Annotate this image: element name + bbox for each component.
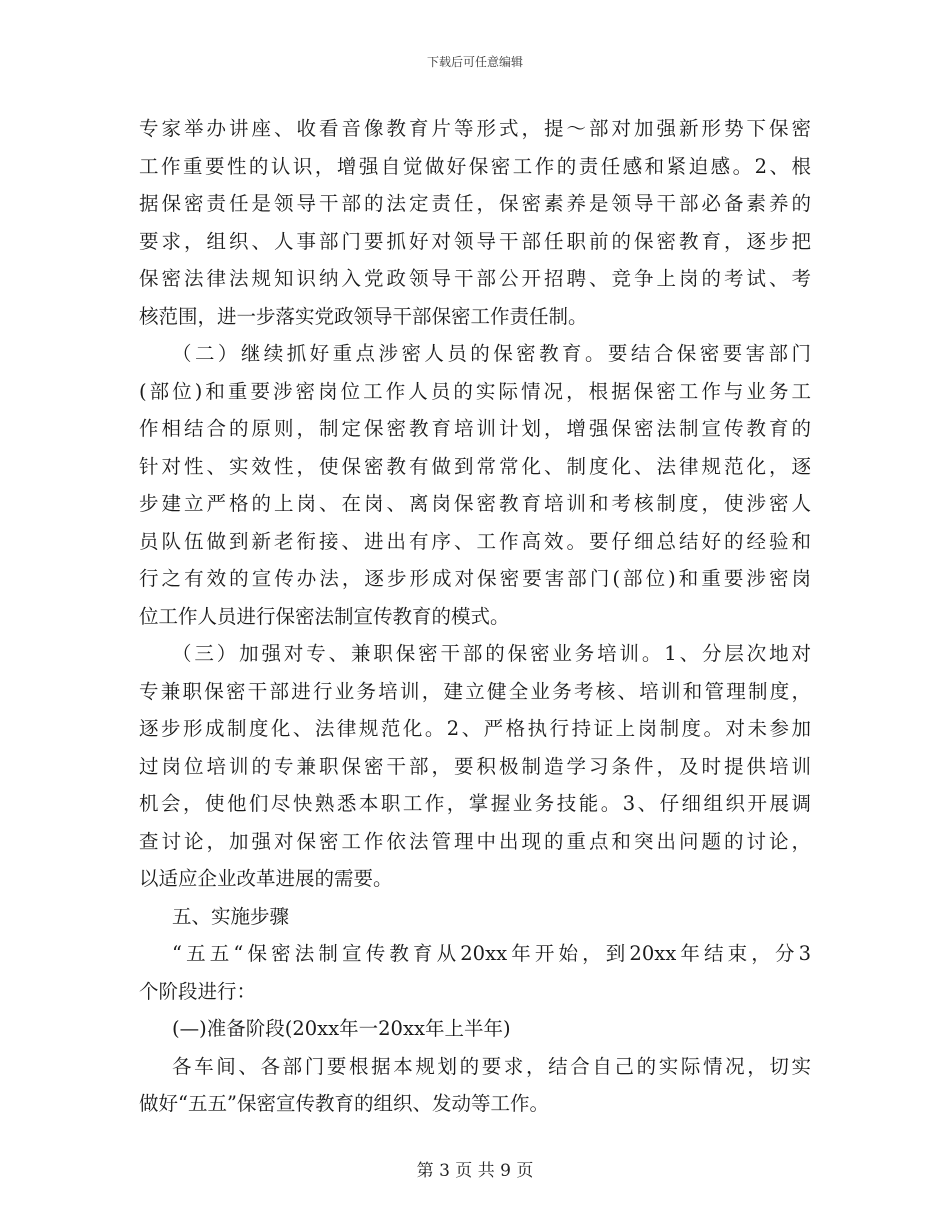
paragraph-start-line: （二）继续抓好重点涉密人员的保密教育。要结合保密要害部门 — [172, 342, 811, 365]
text-line: 核范围，进一步落实党政领导干部保密工作责任制。 — [139, 304, 588, 328]
text-line: (部位)和重要涉密岗位工作人员的实际情况，根据保密工作与业务工 — [139, 379, 811, 403]
text-line: 逐步形成制度化、法律规范化。2、严格执行持证上岗制度。对未参加 — [139, 717, 811, 740]
text-line: 做好“五五”保密宣传教育的组织、发动等工作。 — [139, 1092, 549, 1115]
text-line: 针对性、实效性，使保密教有做到常常化、制度化、法律规范化，逐 — [139, 454, 811, 478]
section-heading: 五、实施步骤 — [172, 904, 290, 928]
text-line: 过岗位培训的专兼职保密干部，要积极制造学习条件，及时提供培训 — [139, 754, 811, 778]
paragraph-start-line: “五五“保密法制宣传教育从20xx年开始，到20xx年结束，分3 — [172, 942, 811, 965]
paragraph-start-line: （三）加强对专、兼职保密干部的保密业务培训。1、分层次地对 — [172, 642, 811, 665]
text-line: 保密法律法规知识纳入党政领导干部公开招聘、竞争上岗的考试、考 — [139, 267, 811, 290]
paragraph-start-line: 各车间、各部门要根据本规划的要求，结合自己的实际情况，切实 — [172, 1054, 811, 1078]
text-line: 个阶段进行： — [139, 979, 257, 1003]
subsection-heading: (—)准备阶段(20xx年一20xx年上半年) — [172, 1017, 511, 1040]
page-header-note: 下载后可任意编辑 — [426, 55, 523, 69]
text-line: 作相结合的原则，制定保密教育培训计划，增强保密法制宣传教育的 — [139, 417, 811, 440]
text-line: 机会，使他们尽快熟悉本职工作，掌握业务技能。3、仔细组织开展调 — [139, 792, 811, 815]
text-line: 员队伍做到新老衔接、进出有序、工作高效。要仔细总结好的经验和 — [139, 529, 811, 553]
text-line: 专家举办讲座、收看音像教育片等形式，提～部对加强新形势下保密 — [139, 117, 811, 140]
document-body — [139, 110, 811, 1123]
text-line: 要求，组织、人事部门要抓好对领导干部任职前的保密教育，逐步把 — [139, 229, 811, 253]
text-line: 据保密责任是领导干部的法定责任，保密素养是领导干部必备素养的 — [139, 192, 811, 215]
text-line: 专兼职保密干部进行业务培训，建立健全业务考核、培训和管理制度， — [139, 679, 811, 703]
text-line: 工作重要性的认识，增强自觉做好保密工作的责任感和紧迫感。2、根 — [139, 154, 811, 178]
text-line: 位工作人员进行保密法制宣传教育的模式。 — [139, 604, 510, 628]
text-line: 以适应企业改革进展的需要。 — [139, 867, 393, 890]
text-line: 行之有效的宣传办法，逐步形成对保密要害部门(部位)和重要涉密岗 — [139, 567, 811, 590]
text-line: 步建立严格的上岗、在岗、离岗保密教育培训和考核制度，使涉密人 — [139, 492, 811, 515]
page-number-footer: 第 3 页 共 9 页 — [416, 1161, 534, 1181]
text-line: 查讨论，加强对保密工作依法管理中出现的重点和突出问题的讨论， — [139, 829, 811, 853]
